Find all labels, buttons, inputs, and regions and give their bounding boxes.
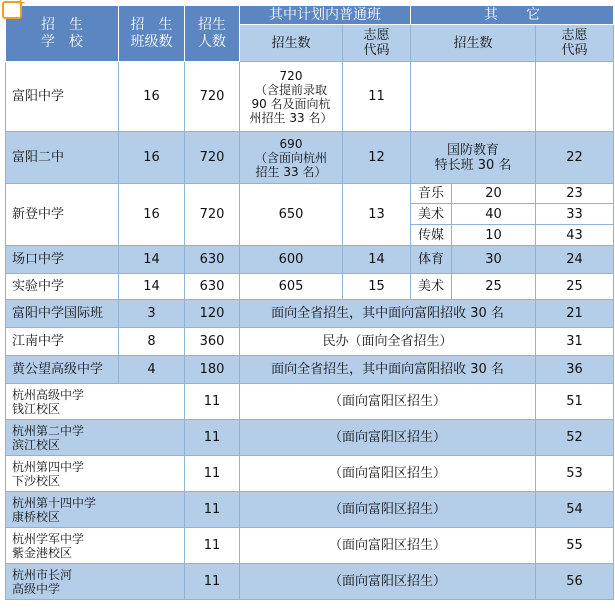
other-count: 30 xyxy=(452,246,536,274)
other-code: 31 xyxy=(536,328,614,356)
other-code: 56 xyxy=(536,564,614,600)
class-count: 16 xyxy=(119,132,185,184)
other-name: 体育 xyxy=(411,246,452,274)
header-other-group: 其 它 xyxy=(411,6,614,25)
note: 民办（面向全省招生） xyxy=(240,328,536,356)
plan-count: 650 xyxy=(240,184,343,246)
plan-code: 12 xyxy=(343,132,411,184)
school-name: 富阳中学 xyxy=(6,62,119,132)
class-count: 16 xyxy=(119,62,185,132)
other-count: 国防教育 特长班 30 名 xyxy=(411,132,536,184)
school-name: 杭州市长河 高级中学 xyxy=(6,564,185,600)
other-name: 美术 xyxy=(411,274,452,300)
student-count: 11 xyxy=(185,492,240,528)
plan-code: 13 xyxy=(343,184,411,246)
header-plan-count: 招生数 xyxy=(240,25,343,62)
other-code: 43 xyxy=(536,225,614,246)
plan-count: 605 xyxy=(240,274,343,300)
header-other-count: 招生数 xyxy=(411,25,536,62)
school-name: 杭州第二中学 滨江校区 xyxy=(6,420,185,456)
note: （面向富阳区招生） xyxy=(240,528,536,564)
school-name: 杭州第十四中学 康桥校区 xyxy=(6,492,185,528)
table-row xyxy=(6,456,614,492)
class-count: 3 xyxy=(119,300,185,328)
note: （面向富阳区招生） xyxy=(240,384,536,420)
table-row xyxy=(6,62,614,132)
other-name: 音乐 xyxy=(411,184,452,204)
edit-plus-icon[interactable]: + xyxy=(2,1,22,19)
other-code: 36 xyxy=(536,356,614,384)
student-count: 720 xyxy=(185,62,240,132)
other-code: 52 xyxy=(536,420,614,456)
student-count: 11 xyxy=(185,384,240,420)
school-name: 黄公望高级中学 xyxy=(6,356,119,384)
header-school: 招 生 学 校 xyxy=(6,6,119,62)
student-count: 720 xyxy=(185,132,240,184)
note: 面向全省招生，其中面向富阳招收 30 名 xyxy=(240,356,536,384)
school-name: 江南中学 xyxy=(6,328,119,356)
plan-count: 720 （含提前录取 90 名及面向杭 州招生 33 名） xyxy=(240,62,343,132)
class-count: 16 xyxy=(119,184,185,246)
enrollment-table xyxy=(5,5,614,600)
class-count: 14 xyxy=(119,246,185,274)
school-name: 杭州第四中学 下沙校区 xyxy=(6,456,185,492)
student-count: 11 xyxy=(185,420,240,456)
table-row xyxy=(6,246,614,274)
table-row xyxy=(6,420,614,456)
school-name: 新登中学 xyxy=(6,184,119,246)
table-row xyxy=(6,274,614,300)
other-code: 21 xyxy=(536,300,614,328)
table-row xyxy=(6,184,614,204)
school-name: 富阳中学国际班 xyxy=(6,300,119,328)
table-row xyxy=(6,132,614,184)
other-code: 54 xyxy=(536,492,614,528)
class-count: 8 xyxy=(119,328,185,356)
other-code: 23 xyxy=(536,184,614,204)
student-count: 11 xyxy=(185,528,240,564)
school-name: 富阳二中 xyxy=(6,132,119,184)
header-classes: 招 生 班级数 xyxy=(119,6,185,62)
student-count: 11 xyxy=(185,456,240,492)
note: （面向富阳区招生） xyxy=(240,492,536,528)
student-count: 11 xyxy=(185,564,240,600)
other-count: 40 xyxy=(452,204,536,225)
header-plan-group: 其中计划内普通班 xyxy=(240,6,411,25)
other-name: 传媒 xyxy=(411,225,452,246)
school-name: 场口中学 xyxy=(6,246,119,274)
header-plan-code: 志愿 代码 xyxy=(343,25,411,62)
school-name: 杭州学军中学 紫金港校区 xyxy=(6,528,185,564)
note: （面向富阳区招生） xyxy=(240,420,536,456)
table-row xyxy=(6,564,614,600)
plan-count: 690 （含面向杭州 招生 33 名） xyxy=(240,132,343,184)
other-code: 24 xyxy=(536,246,614,274)
other-code: 25 xyxy=(536,274,614,300)
header-students: 招生 人数 xyxy=(185,6,240,62)
student-count: 630 xyxy=(185,274,240,300)
header-other-code: 志愿 代码 xyxy=(536,25,614,62)
other-code xyxy=(536,62,614,132)
table-row xyxy=(6,384,614,420)
student-count: 180 xyxy=(185,356,240,384)
student-count: 720 xyxy=(185,184,240,246)
table-row xyxy=(6,356,614,384)
table-row xyxy=(6,528,614,564)
plan-code: 14 xyxy=(343,246,411,274)
other-code: 55 xyxy=(536,528,614,564)
other-code: 22 xyxy=(536,132,614,184)
note: 面向全省招生，其中面向富阳招收 30 名 xyxy=(240,300,536,328)
note: （面向富阳区招生） xyxy=(240,564,536,600)
other-code: 33 xyxy=(536,204,614,225)
other-count: 20 xyxy=(452,184,536,204)
table-row xyxy=(6,300,614,328)
other-name: 美术 xyxy=(411,204,452,225)
table-row xyxy=(6,328,614,356)
class-count: 4 xyxy=(119,356,185,384)
other-code: 51 xyxy=(536,384,614,420)
plan-code: 11 xyxy=(343,62,411,132)
student-count: 360 xyxy=(185,328,240,356)
other-count xyxy=(411,62,536,132)
student-count: 630 xyxy=(185,246,240,274)
other-count: 25 xyxy=(452,274,536,300)
plan-code: 15 xyxy=(343,274,411,300)
class-count: 14 xyxy=(119,274,185,300)
plan-count: 600 xyxy=(240,246,343,274)
other-count: 10 xyxy=(452,225,536,246)
student-count: 120 xyxy=(185,300,240,328)
other-code: 53 xyxy=(536,456,614,492)
note: （面向富阳区招生） xyxy=(240,456,536,492)
school-name: 实验中学 xyxy=(6,274,119,300)
table-row xyxy=(6,492,614,528)
school-name: 杭州高级中学 钱江校区 xyxy=(6,384,185,420)
